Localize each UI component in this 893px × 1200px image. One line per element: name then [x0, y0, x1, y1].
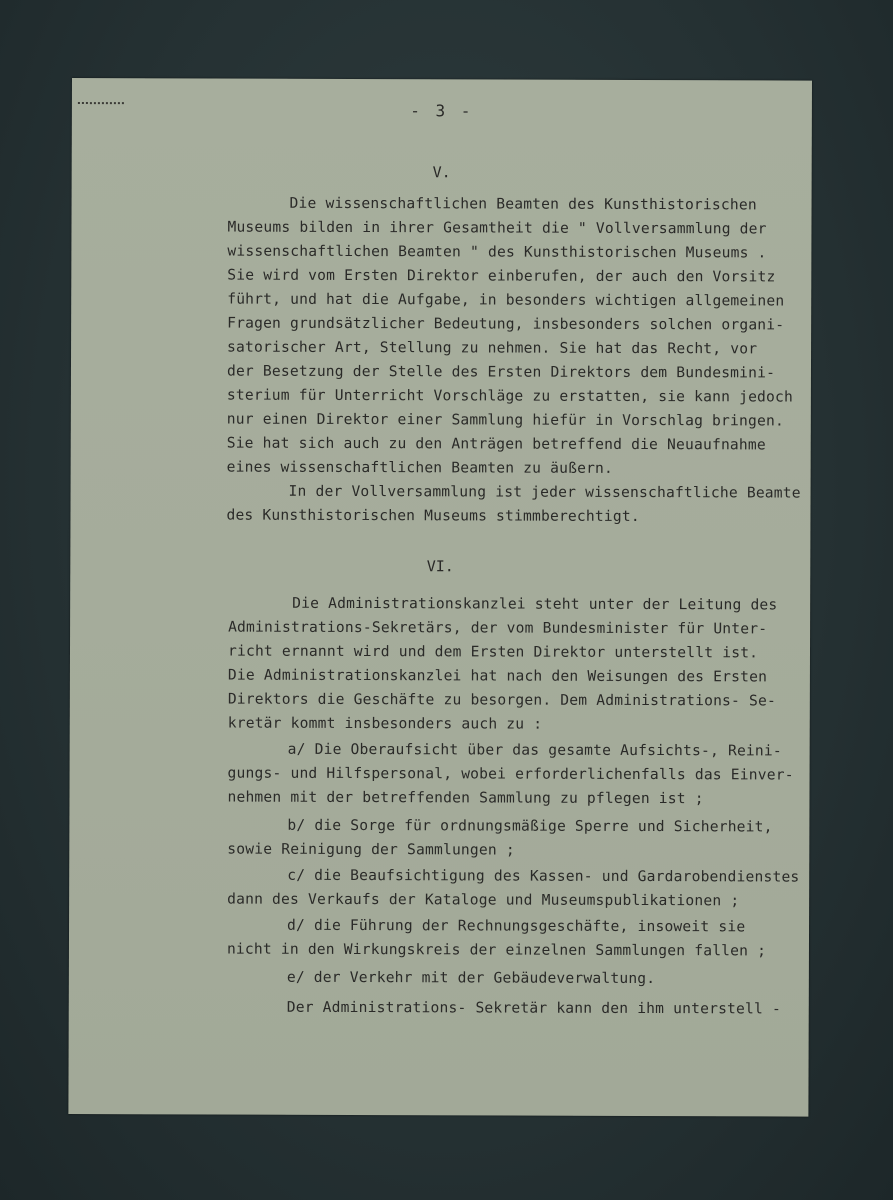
section-v-heading: V.	[432, 163, 451, 182]
text-line: Direktors die Geschäfte zu besorgen. Dem Administrations- Se-	[227, 690, 777, 710]
text-line: des Kunsthistorischen Museums stimmberechtigt.	[226, 506, 640, 525]
text-line: nur einen Direktor einer Sammlung hiefür in Vorschlag bringen.	[226, 410, 784, 430]
text-line: richt ernannt wird und dem Ersten Direktor unterstellt ist.	[227, 642, 759, 662]
text-line: Sie wird vom Ersten Direktor einberufen, der auch den Vorsitz	[227, 266, 776, 286]
document-page	[68, 78, 812, 1117]
text-line: der Besetzung der Stelle des Ersten Direktors dem Bundesmini-	[226, 362, 776, 382]
text-line: eines wissenschaftlichen Beamten zu äußern.	[226, 458, 614, 477]
text-line: nehmen mit der betreffenden Sammlung zu pflegen ist ;	[227, 788, 704, 808]
page-number: - 3 -	[410, 101, 474, 121]
text-line: Der Administrations- Sekretär kann den ihm unterstell -	[286, 998, 782, 1018]
text-line: d/ die Führung der Rechnungsgeschäfte, insoweit sie	[287, 916, 746, 936]
text-line: sterium für Unterricht Vorschläge zu erstatten, sie kann jedoch	[226, 386, 794, 406]
text-line: Die Administrationskanzlei hat nach den Weisungen des Ersten	[227, 666, 768, 686]
text-line: Sie hat sich auch zu den Anträgen betreffend die Neuaufnahme	[226, 434, 766, 454]
text-line: satorischer Art, Stellung zu nehmen. Sie hat das Recht, vor	[227, 338, 758, 358]
text-line: gungs- und Hilfspersonal, wobei erforderlichenfalls das Einver-	[227, 764, 794, 784]
text-line: b/ die Sorge für ordnungsmäßige Sperre und Sicherheit,	[287, 816, 773, 836]
text-line: wissenschaftlichen Beamten " des Kunsthistorischen Museums .	[227, 242, 767, 262]
text-line: Die Administrationskanzlei steht unter der Leitung des	[292, 594, 778, 614]
text-line: e/ der Verkehr mit der Gebäudeverwaltung.	[286, 968, 656, 988]
text-line: a/ Die Oberaufsicht über das gesamte Aufsichts-, Reini-	[287, 740, 782, 760]
text-line: Administrations-Sekretärs, der vom Bundesminister für Unter-	[228, 618, 768, 638]
text-line: kretär kommt insbesonders auch zu :	[227, 714, 543, 733]
text-line: Museums bilden in ihrer Gesamtheit die " Vollversammlung der	[227, 218, 767, 238]
text-line: führt, und hat die Aufgabe, in besonders wichtigen allgemeinen	[227, 290, 785, 310]
text-line: Fragen grundsätzlicher Bedeutung, insbesonders solchen organi-	[227, 314, 785, 334]
section-vi-heading: VI.	[426, 557, 454, 576]
text-line: In der Vollversammlung ist jeder wissenschaftliche Beamte	[288, 482, 801, 502]
text-line: sowie Reinigung der Sammlungen ;	[227, 840, 515, 859]
text-line: dann des Verkaufs der Kataloge und Museumspublikationen ;	[227, 890, 740, 910]
text-line: nicht in den Wirkungskreis der einzelnen Sammlungen fallen ;	[226, 940, 767, 960]
text-line: Die wissenschaftlichen Beamten des Kunsthistorischen	[289, 194, 757, 214]
text-line: c/ die Beaufsichtigung des Kassen- und Gardarobendienstes	[287, 866, 800, 886]
